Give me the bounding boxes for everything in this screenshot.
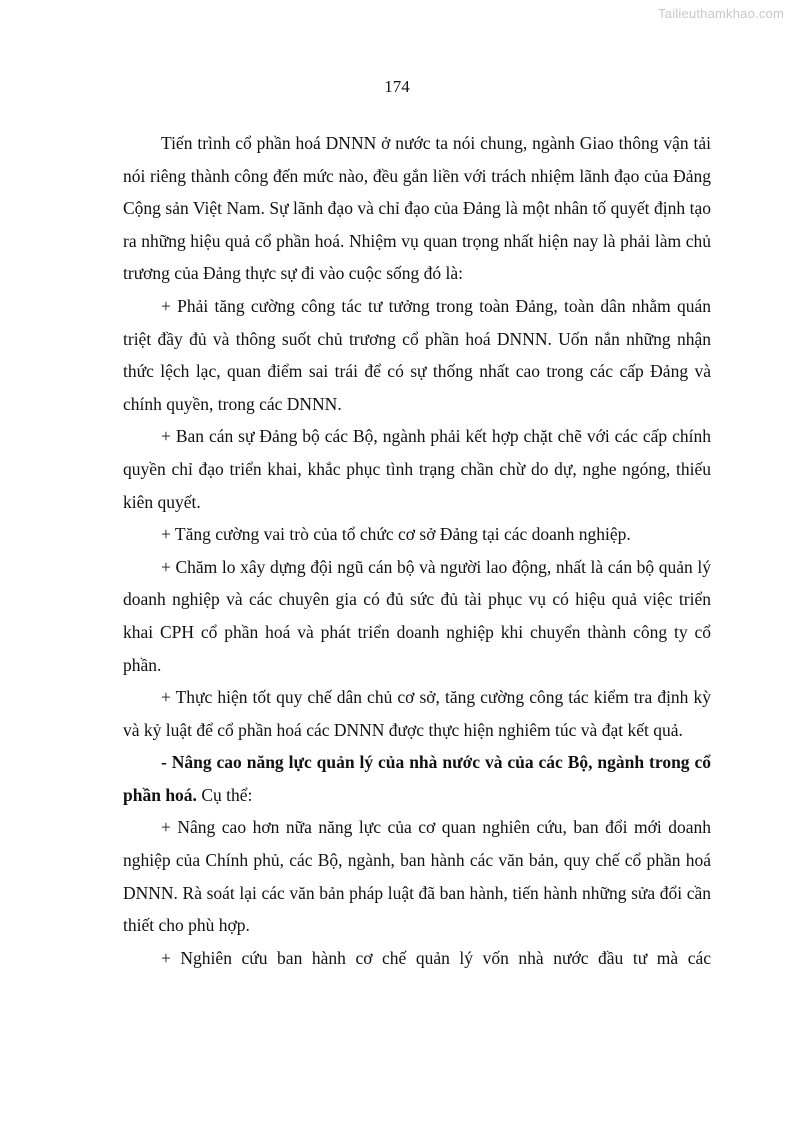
section-heading-bold: - Nâng cao năng lực quản lý của nhà nước và của các Bộ, ngành trong cổ phần hoá. bbox=[123, 752, 711, 805]
paragraph-bullet-capital: + Nghiên cứu ban hành cơ chế quản lý vốn nhà nước đầu tư mà các bbox=[161, 947, 711, 968]
page-number: 174 bbox=[384, 77, 410, 96]
document-body bbox=[123, 127, 711, 974]
paragraph-bullet-party-role: + Tăng cường vai trò của tổ chức cơ sở Đảng tại các doanh nghiệp. bbox=[161, 524, 631, 545]
paragraph-section-heading bbox=[123, 746, 711, 811]
paragraph-bullet-staff: + Chăm lo xây dựng đội ngũ cán bộ và người lao động, nhất là cán bộ quản lý doanh nghiệp và các chuyên gia có đủ sức đủ tài phục vụ có hiệu quả việc triển khai CPH cổ phần hoá và phát triển doanh nghiệp khi chuyển thành công ty cổ phần. bbox=[123, 556, 711, 675]
paragraph-bullet-capacity: + Nâng cao hơn nữa năng lực của cơ quan nghiên cứu, ban đổi mới doanh nghiệp của Chính phủ, các Bộ, ngành, ban hành các văn bản, quy chế cổ phần hoá DNNN. Rà soát lại các văn bản pháp luật đã ban hành, tiến hành những sửa đổi cần thiết cho phù hợp. bbox=[123, 817, 711, 936]
paragraph-bullet-party-committees: + Ban cán sự Đảng bộ các Bộ, ngành phải kết hợp chặt chẽ với các cấp chính quyền chỉ đạo triển khai, khắc phục tình trạng chần chừ do dự, nghe ngóng, thiếu kiên quyết. bbox=[123, 426, 711, 512]
section-heading-tail: Cụ thể: bbox=[196, 784, 253, 805]
paragraph-bullet-democracy: + Thực hiện tốt quy chế dân chủ cơ sở, tăng cường công tác kiểm tra định kỳ và kỷ luật để cổ phần hoá các DNNN được thực hiện nghiêm túc và đạt kết quả. bbox=[123, 687, 711, 740]
paragraph-bullet-ideology: + Phải tăng cường công tác tư tưởng trong toàn Đảng, toàn dân nhằm quán triệt đầy đủ và thông suốt chủ trương cổ phần hoá DNNN. Uốn nắn những nhận thức lệch lạc, quan điểm sai trái để có sự thống nhất cao trong các cấp Đảng và chính quyền, trong các DNNN. bbox=[123, 295, 711, 414]
watermark: Tailieuthamkhao.com bbox=[658, 6, 784, 21]
paragraph-intro: Tiến trình cổ phần hoá DNNN ở nước ta nói chung, ngành Giao thông vận tải nói riêng thành công đến mức nào, đều gắn liền với trách nhiệm lãnh đạo của Đảng Cộng sản Việt Nam. Sự lãnh đạo và chỉ đạo của Đảng là một nhân tố quyết định tạo ra những hiệu quả cổ phần hoá. Nhiệm vụ quan trọng nhất hiện nay là phải làm chủ trương của Đảng thực sự đi vào cuộc sống đó là: bbox=[123, 133, 711, 284]
